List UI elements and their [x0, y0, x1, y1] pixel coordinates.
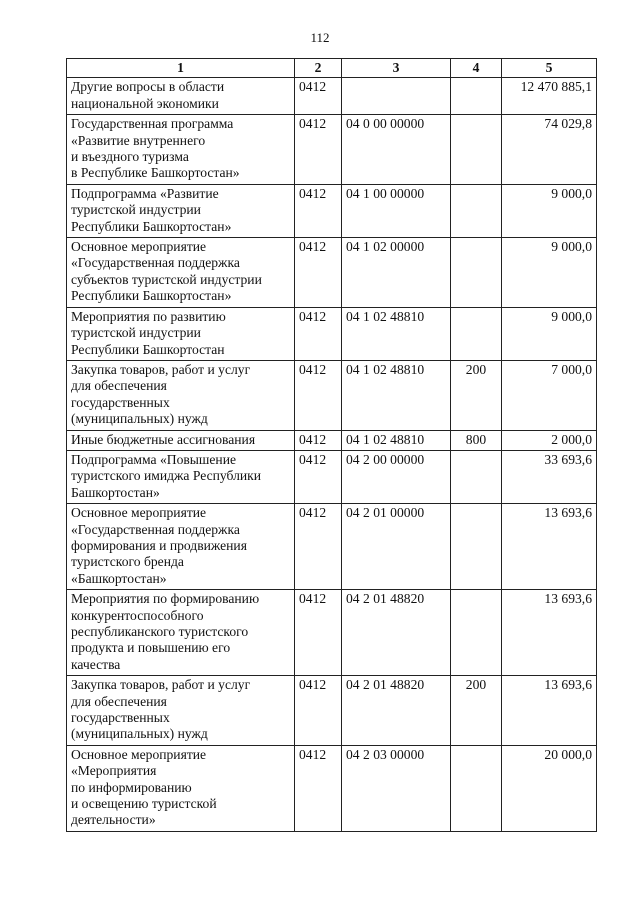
- table-row: [67, 307, 597, 360]
- row-name: Другие вопросы в области национальной экономики: [67, 78, 295, 115]
- row-amount: 9 000,0: [502, 307, 597, 360]
- row-expense-kind: [451, 504, 502, 590]
- row-name: Подпрограмма «Развитие туристской индустрии Республики Башкортостан»: [67, 184, 295, 237]
- row-section-code: 0412: [295, 504, 342, 590]
- row-section-code: 0412: [295, 184, 342, 237]
- row-expense-kind: [451, 115, 502, 185]
- row-expense-kind: [451, 238, 502, 308]
- table-row: [67, 745, 597, 831]
- row-name: Государственная программа «Развитие внутреннего и въездного туризма в Республике Башкортостан»: [67, 115, 295, 185]
- table-row: [67, 360, 597, 430]
- row-expense-kind: 800: [451, 430, 502, 450]
- row-name: Основное мероприятие «Государственная поддержка субъектов туристской индустрии Республики Башкортостан»: [67, 238, 295, 308]
- table-row: [67, 238, 597, 308]
- row-target-code: 04 1 00 00000: [342, 184, 451, 237]
- row-amount: 13 693,6: [502, 590, 597, 676]
- table-header-row: [67, 59, 597, 78]
- row-target-code: 04 1 02 48810: [342, 360, 451, 430]
- row-amount: 13 693,6: [502, 676, 597, 746]
- row-target-code: 04 1 02 48810: [342, 307, 451, 360]
- row-amount: 9 000,0: [502, 238, 597, 308]
- row-name: Основное мероприятие «Мероприятия по информированию и освещению туристской деятельности»: [67, 745, 295, 831]
- row-amount: 20 000,0: [502, 745, 597, 831]
- row-section-code: 0412: [295, 115, 342, 185]
- row-expense-kind: [451, 590, 502, 676]
- row-section-code: 0412: [295, 590, 342, 676]
- row-section-code: 0412: [295, 78, 342, 115]
- row-amount: 12 470 885,1: [502, 78, 597, 115]
- table-row: [67, 184, 597, 237]
- table-row: [67, 430, 597, 450]
- row-target-code: 04 1 02 00000: [342, 238, 451, 308]
- row-expense-kind: [451, 78, 502, 115]
- row-section-code: 0412: [295, 238, 342, 308]
- row-name: Мероприятия по формированию конкурентоспособного республиканского туристского продукта и повышению его качества: [67, 590, 295, 676]
- row-amount: 2 000,0: [502, 430, 597, 450]
- table-row: [67, 78, 597, 115]
- row-target-code: 04 2 01 48820: [342, 590, 451, 676]
- table-row: [67, 450, 597, 503]
- row-amount: 9 000,0: [502, 184, 597, 237]
- row-target-code: [342, 78, 451, 115]
- row-amount: 7 000,0: [502, 360, 597, 430]
- row-section-code: 0412: [295, 360, 342, 430]
- row-section-code: 0412: [295, 745, 342, 831]
- header-col-2: 2: [295, 59, 342, 78]
- row-section-code: 0412: [295, 676, 342, 746]
- row-amount: 33 693,6: [502, 450, 597, 503]
- table-row: [67, 115, 597, 185]
- table-row: [67, 590, 597, 676]
- row-target-code: 04 0 00 00000: [342, 115, 451, 185]
- row-name: Закупка товаров, работ и услуг для обеспечения государственных (муниципальных) нужд: [67, 360, 295, 430]
- row-expense-kind: 200: [451, 360, 502, 430]
- row-expense-kind: [451, 184, 502, 237]
- row-name: Подпрограмма «Повышение туристского имиджа Республики Башкортостан»: [67, 450, 295, 503]
- row-name: Закупка товаров, работ и услуг для обеспечения государственных (муниципальных) нужд: [67, 676, 295, 746]
- row-section-code: 0412: [295, 430, 342, 450]
- row-expense-kind: [451, 745, 502, 831]
- table-row: [67, 676, 597, 746]
- row-expense-kind: [451, 307, 502, 360]
- row-name: Основное мероприятие «Государственная поддержка формирования и продвижения туристского бренда «Башкортостан»: [67, 504, 295, 590]
- row-section-code: 0412: [295, 307, 342, 360]
- row-expense-kind: 200: [451, 676, 502, 746]
- row-name: Мероприятия по развитию туристской индустрии Республики Башкортостан: [67, 307, 295, 360]
- header-col-5: 5: [502, 59, 597, 78]
- row-target-code: 04 2 00 00000: [342, 450, 451, 503]
- row-target-code: 04 2 01 48820: [342, 676, 451, 746]
- header-col-4: 4: [451, 59, 502, 78]
- row-target-code: 04 2 01 00000: [342, 504, 451, 590]
- row-amount: 74 029,8: [502, 115, 597, 185]
- header-col-1: 1: [67, 59, 295, 78]
- row-section-code: 0412: [295, 450, 342, 503]
- row-name: Иные бюджетные ассигнования: [67, 430, 295, 450]
- row-amount: 13 693,6: [502, 504, 597, 590]
- header-col-3: 3: [342, 59, 451, 78]
- row-target-code: 04 1 02 48810: [342, 430, 451, 450]
- row-target-code: 04 2 03 00000: [342, 745, 451, 831]
- page-number: 112: [310, 30, 330, 45]
- table-row: [67, 504, 597, 590]
- budget-table: [66, 58, 597, 832]
- row-expense-kind: [451, 450, 502, 503]
